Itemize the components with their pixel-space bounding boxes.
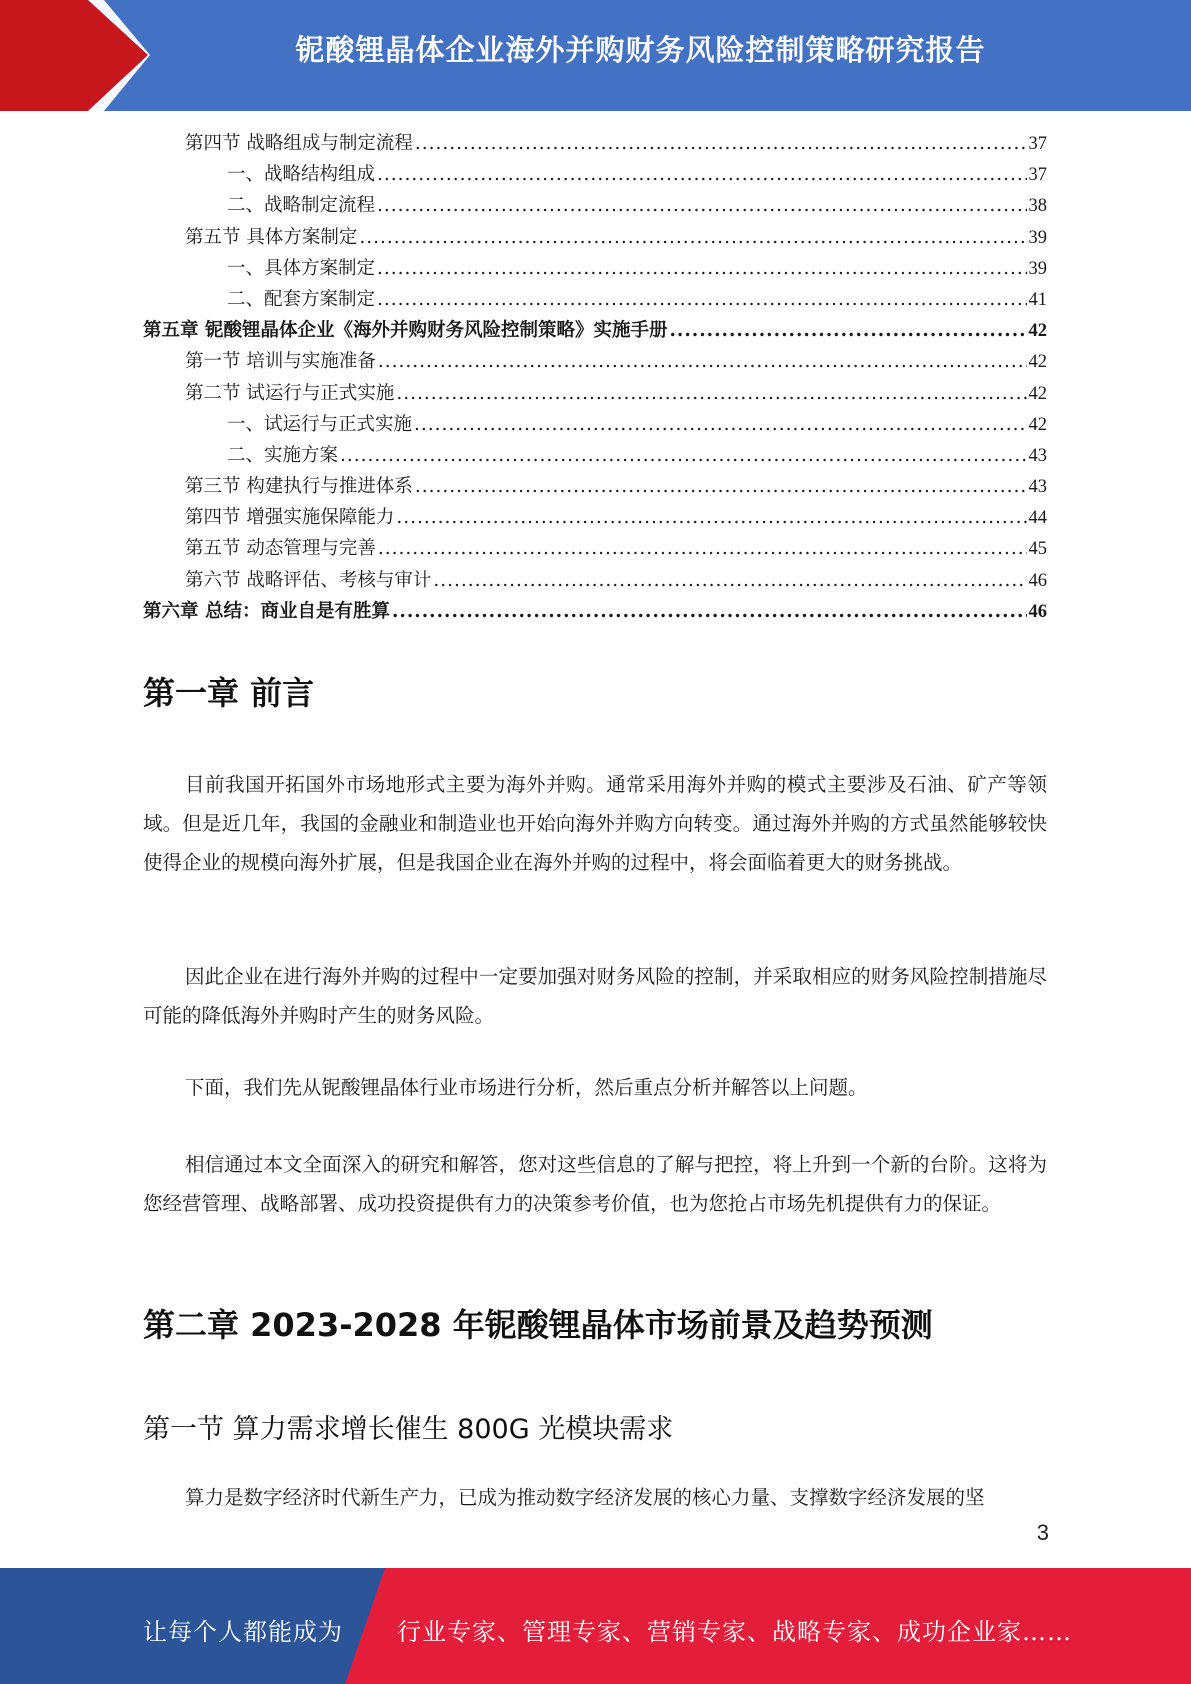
toc-dot-leader bbox=[377, 284, 1026, 315]
toc-entry[interactable] bbox=[143, 502, 1047, 533]
chapter-1-paragraph: 因此企业在进行海外并购的过程中一定要加强对财务风险的控制，并采取相应的财务风险控制措施尽可能的降低海外并购时产生的财务风险。 bbox=[143, 965, 1047, 1027]
toc-entry-title: 第四节 战略组成与制定流程 bbox=[185, 133, 413, 154]
toc-entry[interactable] bbox=[143, 222, 1047, 253]
toc-page-number: 41 bbox=[1028, 289, 1047, 310]
table-of-contents bbox=[143, 128, 1047, 627]
toc-dot-leader bbox=[378, 533, 1027, 564]
toc-page-number: 43 bbox=[1028, 445, 1047, 466]
toc-page-number: 39 bbox=[1028, 258, 1047, 279]
toc-entry[interactable] bbox=[143, 253, 1047, 284]
toc-entry[interactable] bbox=[143, 190, 1047, 221]
toc-page-number: 43 bbox=[1028, 477, 1047, 498]
chapter-1-paragraph: 相信通过本文全面深入的研究和解答，您对这些信息的了解与把控，将上升到一个新的台阶。这将为您经营管理、战略部署、成功投资提供有力的决策参考价值，也为您抢占市场先机提供有力的保证。 bbox=[143, 1153, 1047, 1215]
toc-entry-title: 第六节 战略评估、考核与审计 bbox=[185, 569, 432, 591]
toc-page-number: 37 bbox=[1028, 165, 1047, 186]
page-number: 3 bbox=[1036, 1520, 1049, 1545]
toc-page-number: 45 bbox=[1028, 539, 1047, 560]
toc-entry-title: 第五章 铌酸锂晶体企业《海外并购财务风险控制策略》实施手册 bbox=[143, 320, 668, 342]
toc-page-number: 42 bbox=[1028, 352, 1047, 373]
toc-entry[interactable] bbox=[143, 440, 1047, 471]
toc-entry-title: 第六章 总结：商业自是有胜算 bbox=[143, 600, 390, 622]
toc-entry[interactable] bbox=[143, 378, 1047, 409]
toc-entry-title: 一、试运行与正式实施 bbox=[227, 413, 413, 435]
toc-page-number: 46 bbox=[1028, 570, 1047, 591]
toc-dot-leader bbox=[433, 565, 1026, 596]
footer-slogan-left: 让每个人都能成为 bbox=[143, 1618, 343, 1646]
toc-entry-title: 第一节 培训与实施准备 bbox=[185, 351, 376, 373]
toc-dot-leader bbox=[359, 222, 1026, 253]
toc-dot-leader bbox=[415, 128, 1027, 159]
section-1-paragraph: 算力是数字经济时代新生产力，已成为推动数字经济发展的核心力量、支撑数字经济发展的坚 bbox=[185, 1486, 985, 1509]
report-title: 铌酸锂晶体企业海外并购财务风险控制策略研究报告 bbox=[295, 33, 986, 67]
toc-entry-title: 二、战略制定流程 bbox=[227, 195, 376, 217]
toc-page-number: 37 bbox=[1028, 134, 1047, 154]
toc-dot-leader bbox=[377, 253, 1026, 284]
toc-page-number: 44 bbox=[1028, 508, 1047, 529]
toc-page-number: 39 bbox=[1028, 227, 1047, 248]
chapter-2-heading: 第二章 2023-2028 年铌酸锂晶体市场前景及趋势预测 bbox=[143, 1306, 933, 1344]
toc-entry[interactable] bbox=[143, 159, 1047, 190]
section-1-heading: 第一节 算力需求增长催生 800G 光模块需求 bbox=[143, 1414, 674, 1445]
toc-page-number: 42 bbox=[1028, 321, 1047, 342]
toc-entry[interactable] bbox=[143, 284, 1047, 315]
page-header bbox=[0, 0, 1191, 111]
toc-dot-leader bbox=[396, 502, 1026, 533]
toc-entry[interactable] bbox=[143, 533, 1047, 564]
toc-dot-leader bbox=[378, 346, 1027, 377]
toc-dot-leader bbox=[377, 159, 1026, 190]
toc-entry-title: 第五节 具体方案制定 bbox=[185, 226, 358, 248]
chapter-1-paragraph: 目前我国开拓国外市场地形式主要为海外并购。通常采用海外并购的模式主要涉及石油、矿产等领域。但是近几年，我国的金融业和制造业也开始向海外并购方向转变。通过海外并购的方式虽然能够较快使得企业的规模向海外扩展，但是我国企业在海外并购的过程中，将会面临着更大的财务挑战。 bbox=[143, 773, 1047, 874]
toc-entry[interactable] bbox=[143, 315, 1047, 346]
toc-entry-title: 第四节 增强实施保障能力 bbox=[185, 507, 395, 529]
toc-entry[interactable] bbox=[143, 346, 1047, 377]
toc-dot-leader bbox=[669, 315, 1026, 346]
toc-dot-leader bbox=[377, 190, 1026, 221]
toc-dot-leader bbox=[396, 378, 1026, 409]
toc-page-number: 42 bbox=[1028, 383, 1047, 404]
toc-entry[interactable] bbox=[143, 596, 1047, 627]
toc-entry[interactable] bbox=[143, 471, 1047, 502]
toc-entry[interactable] bbox=[143, 409, 1047, 440]
toc-entry-title: 一、战略结构组成 bbox=[227, 164, 376, 186]
toc-dot-leader bbox=[340, 440, 1026, 471]
toc-entry-title: 二、配套方案制定 bbox=[227, 288, 376, 310]
page-footer bbox=[0, 1568, 1191, 1684]
toc-dot-leader bbox=[415, 471, 1027, 502]
footer-slogan-right: 行业专家、管理专家、营销专家、战略专家、成功企业家…… bbox=[397, 1618, 1072, 1646]
toc-dot-leader bbox=[414, 409, 1026, 440]
toc-page-number: 42 bbox=[1028, 414, 1047, 435]
toc-page-number: 38 bbox=[1028, 196, 1047, 217]
chapter-1-paragraph: 下面，我们先从铌酸锂晶体行业市场进行分析，然后重点分析并解答以上问题。 bbox=[185, 1076, 868, 1099]
toc-entry[interactable] bbox=[143, 128, 1047, 159]
toc-entry-title: 第三节 构建执行与推进体系 bbox=[185, 476, 413, 498]
chapter-1-heading: 第一章 前言 bbox=[143, 674, 315, 712]
toc-entry-title: 第五节 动态管理与完善 bbox=[185, 538, 376, 560]
toc-dot-leader bbox=[392, 596, 1027, 627]
toc-entry[interactable] bbox=[143, 565, 1047, 596]
toc-entry-title: 第二节 试运行与正式实施 bbox=[185, 382, 395, 404]
toc-entry-title: 一、具体方案制定 bbox=[227, 257, 376, 279]
toc-page-number: 46 bbox=[1028, 601, 1047, 622]
toc-entry-title: 二、实施方案 bbox=[227, 444, 339, 466]
